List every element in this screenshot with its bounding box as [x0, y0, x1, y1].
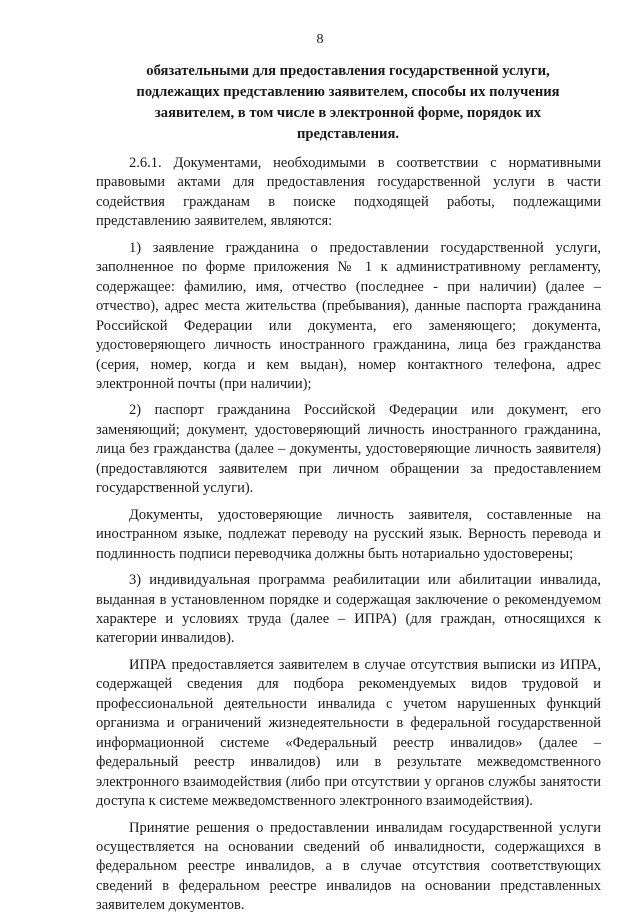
paragraph-item-2-passport: 2) паспорт гражданина Российской Федерации или документ, его заменяющий; документ, удостоверяющий личность иностранного гражданина, лица без гражданства (далее – документы, удостоверяющие личность заявителя) (предоставляются заявителем при личном обращении за предоставлением государственной услуги). — [96, 402, 601, 497]
page-number: 8 — [316, 32, 324, 47]
paragraph-item-3-ipra: 3) индивидуальная программа реабилитации или абилитации инвалида, выданная в установленном порядке и содержащая заключение о рекомендуемом характере и условиях труда (далее – ИПРА) (для граждан, относящихся к категории инвалидов). — [96, 572, 601, 647]
heading-line: заявителем, в том числе в электронной форме, порядок их — [154, 105, 542, 121]
paragraph-ipra-conditions: ИПРА предоставляется заявителем в случае отсутствия выписки из ИПРА, содержащей сведения для подбора рекомендуемых видов трудовой и профессиональной деятельности инвалида с учетом нарушенных функций организма и ограничений жизнедеятельности в федеральной государственной информационной системе «Федеральный реестр инвалидов» (далее – федеральный реестр инвалидов) или в результате межведомственного электронного взаимодействия (либо при отсутствии у органов службы занятости доступа к системе межведомственного электронного взаимодействия). — [96, 656, 601, 810]
section-heading — [120, 61, 576, 145]
paragraph-2-6-1: 2.6.1. Документами, необходимыми в соответствии с нормативными правовыми актами для предоставления государственной услуги в части содействия гражданам в поиске подходящей работы, подлежащими представлению заявителем, являются: — [96, 155, 601, 230]
paragraph-decision: Принятие решения о предоставлении инвалидам государственной услуги осуществляется на основании сведений об инвалидности, содержащихся в федеральном реестре инвалидов, а в случае отсутствия соответствующих сведений в федеральном реестре инвалидов на основании представленных заявителем документов. — [96, 819, 601, 914]
heading-line: обязательными для предоставления государственной услуги, — [146, 63, 550, 79]
heading-line: подлежащих представлению заявителем, способы их получения — [136, 84, 560, 100]
heading-line: представления. — [296, 126, 400, 142]
body-text — [96, 154, 601, 923]
paragraph-item-1-application: 1) заявление гражданина о предоставлении государственной услуги, заполненное по форме приложения № 1 к административному регламенту, содержащее: фамилию, имя, отчество (последнее - при наличии) (далее – отчество), адрес места жительства (пребывания), данные паспорта гражданина Российской Федерации или документа, его заменяющего; документа, удостоверяющего личность иностранного гражданина, лица без гражданства (серия, номер, когда и кем выдан), номер контактного телефона, адрес электронной почты (при наличии); — [96, 239, 601, 392]
paragraph-foreign-documents: Документы, удостоверяющие личность заявителя, составленные на иностранном языке, подлежат переводу на русский язык. Верность перевода и подлинность подписи переводчика должны быть нотариально удостоверены; — [96, 506, 601, 562]
